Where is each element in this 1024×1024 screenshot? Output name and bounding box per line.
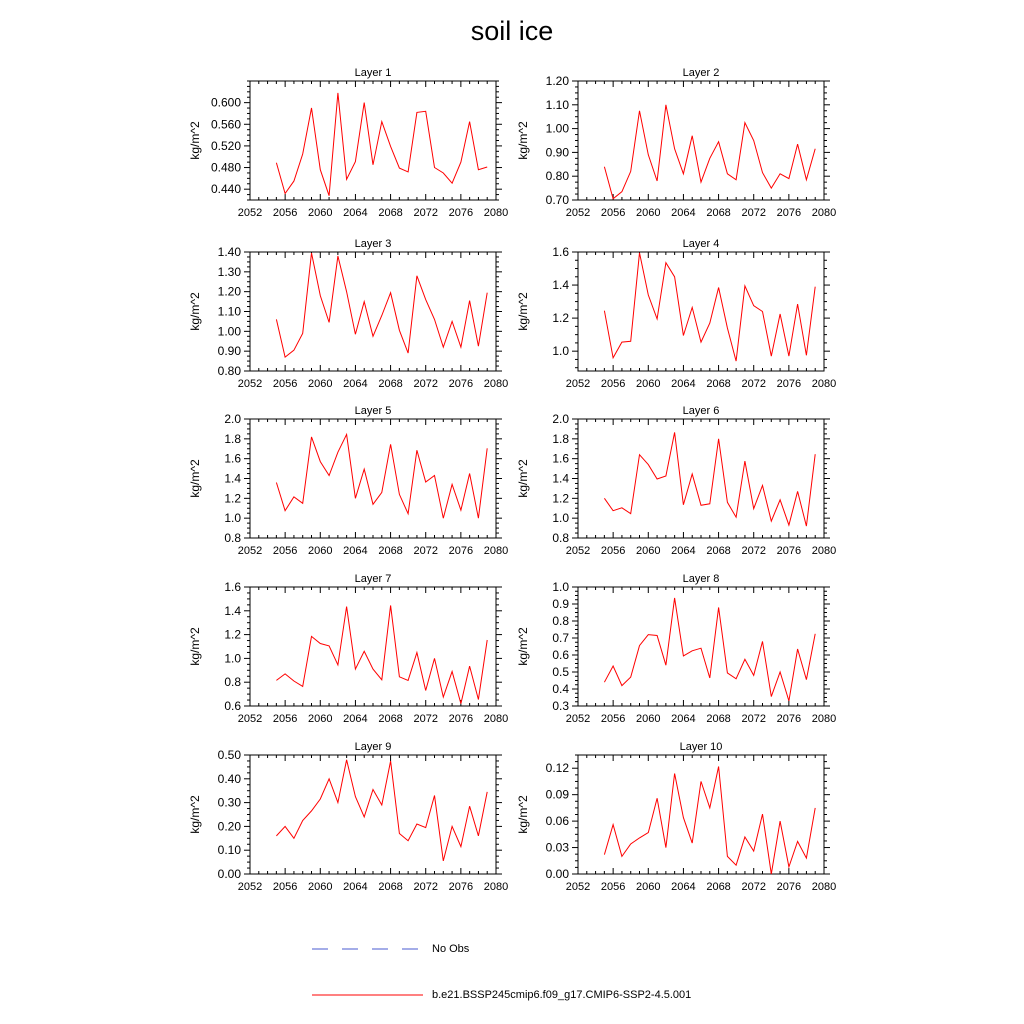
- legend-label-no-obs: No Obs: [432, 943, 470, 955]
- y-tick-label: 0.90: [217, 344, 241, 359]
- x-tick-label: 2052: [237, 378, 263, 390]
- y-tick-label: 1.6: [552, 451, 569, 466]
- y-tick-label: 0.4: [552, 682, 569, 696]
- x-tick-label: 2060: [308, 207, 333, 219]
- x-tick-label: 2052: [565, 378, 591, 390]
- y-tick-label: 1.10: [545, 97, 569, 112]
- x-tick-label: 2076: [448, 881, 474, 893]
- panel-title: Layer 7: [354, 573, 392, 585]
- y-tick-label: 2.0: [552, 412, 569, 426]
- y-tick-label: 1.6: [224, 451, 241, 466]
- x-tick-label: 2064: [343, 881, 368, 893]
- y-axis-label: kg/m^2: [516, 292, 530, 331]
- y-tick-label: 1.0: [552, 511, 569, 526]
- panel-layer-3: [188, 238, 508, 390]
- x-tick-label: 2080: [483, 545, 509, 557]
- x-tick-label: 2060: [636, 881, 661, 893]
- y-tick-label: 0.9: [552, 597, 569, 611]
- x-tick-label: 2076: [448, 207, 474, 219]
- x-tick-label: 2064: [671, 881, 696, 893]
- plot-frame: [250, 419, 496, 538]
- series-line: [276, 434, 487, 518]
- y-tick-label: 1.8: [224, 431, 241, 446]
- y-axis-label: kg/m^2: [188, 795, 202, 834]
- y-tick-label: 1.00: [217, 324, 241, 339]
- legend-marker-no-obs: [310, 944, 425, 954]
- y-tick-label: 0.80: [545, 169, 569, 184]
- x-tick-label: 2064: [343, 545, 368, 557]
- y-tick-label: 1.6: [224, 580, 241, 594]
- y-tick-label: 1.20: [217, 284, 241, 299]
- y-tick-label: 0.70: [545, 193, 569, 207]
- x-tick-label: 2072: [741, 378, 766, 390]
- x-tick-label: 2060: [636, 545, 661, 557]
- y-axis-label: kg/m^2: [188, 292, 202, 331]
- plot-frame: [250, 252, 496, 371]
- x-tick-label: 2080: [811, 207, 837, 219]
- x-tick-label: 2052: [237, 713, 263, 725]
- y-tick-label: 0.8: [552, 614, 569, 628]
- y-tick-label: 0.50: [217, 748, 241, 762]
- y-tick-label: 0.10: [217, 843, 241, 858]
- y-tick-label: 1.10: [217, 304, 241, 319]
- panel-layer-7: [188, 573, 508, 725]
- y-tick-label: 0.480: [210, 160, 241, 175]
- x-tick-label: 2056: [600, 881, 626, 893]
- y-tick-label: 0.8: [224, 531, 241, 545]
- x-tick-label: 2080: [483, 713, 509, 725]
- x-tick-label: 2052: [565, 545, 591, 557]
- y-tick-label: 1.4: [552, 471, 569, 486]
- plot-frame: [250, 587, 496, 706]
- panel-layer-10: [516, 741, 836, 893]
- x-tick-label: 2052: [237, 881, 263, 893]
- panel-title: Layer 8: [682, 573, 720, 585]
- y-tick-label: 0.560: [210, 117, 241, 132]
- panel-layer-6: [516, 405, 836, 557]
- x-tick-label: 2064: [343, 713, 368, 725]
- x-tick-label: 2056: [272, 713, 298, 725]
- x-tick-label: 2060: [308, 881, 333, 893]
- x-tick-label: 2064: [671, 207, 696, 219]
- y-tick-label: 2.0: [224, 412, 241, 426]
- y-axis-label: kg/m^2: [516, 121, 530, 160]
- y-tick-label: 1.2: [224, 627, 241, 642]
- x-tick-label: 2056: [272, 545, 298, 557]
- series-line: [604, 253, 815, 361]
- y-tick-label: 1.30: [217, 264, 241, 279]
- x-tick-label: 2064: [671, 545, 696, 557]
- x-tick-label: 2056: [272, 378, 298, 390]
- y-axis-label: kg/m^2: [516, 459, 530, 498]
- x-tick-label: 2060: [308, 545, 333, 557]
- panel-title: Layer 5: [354, 405, 392, 417]
- y-tick-label: 0.7: [552, 631, 569, 645]
- y-tick-label: 1.6: [552, 245, 569, 259]
- y-tick-label: 1.2: [552, 491, 569, 506]
- y-tick-label: 1.0: [552, 344, 569, 359]
- y-tick-label: 0.00: [217, 867, 241, 881]
- panel-title: Layer 1: [354, 67, 392, 79]
- y-tick-label: 0.8: [224, 675, 241, 690]
- x-tick-label: 2068: [378, 545, 403, 557]
- y-tick-label: 0.440: [210, 182, 241, 197]
- x-tick-label: 2068: [706, 207, 731, 219]
- y-axis-label: kg/m^2: [516, 795, 530, 834]
- panel-layer-8: [516, 573, 836, 725]
- y-tick-label: 0.20: [217, 819, 241, 834]
- y-tick-label: 1.2: [224, 491, 241, 506]
- x-tick-label: 2076: [448, 713, 474, 725]
- x-tick-label: 2068: [378, 378, 403, 390]
- panel-title: Layer 3: [354, 238, 392, 250]
- y-tick-label: 0.6: [224, 699, 241, 713]
- series-line: [604, 767, 815, 875]
- x-tick-label: 2068: [706, 545, 731, 557]
- y-tick-label: 1.40: [217, 245, 241, 259]
- x-tick-label: 2056: [600, 545, 626, 557]
- x-tick-label: 2056: [272, 207, 298, 219]
- x-tick-label: 2072: [413, 713, 438, 725]
- panel-title: Layer 6: [682, 405, 720, 417]
- x-tick-label: 2060: [636, 713, 661, 725]
- x-tick-label: 2080: [483, 207, 509, 219]
- x-tick-label: 2072: [413, 545, 438, 557]
- y-tick-label: 0.3: [552, 699, 569, 713]
- x-tick-label: 2076: [776, 713, 802, 725]
- y-tick-label: 0.520: [210, 138, 241, 153]
- y-tick-label: 1.0: [224, 511, 241, 526]
- x-tick-label: 2080: [483, 881, 509, 893]
- panel-layer-1: [188, 67, 508, 219]
- figure-title: soil ice: [470, 16, 554, 46]
- x-tick-label: 2080: [811, 378, 837, 390]
- x-tick-label: 2052: [237, 207, 263, 219]
- series-line: [604, 105, 815, 199]
- series-line: [604, 432, 815, 526]
- y-tick-label: 0.03: [545, 840, 569, 855]
- x-tick-label: 2072: [741, 545, 766, 557]
- x-tick-label: 2056: [272, 881, 298, 893]
- y-tick-label: 1.0: [552, 580, 569, 594]
- legend-marker-model-run: [310, 990, 425, 1000]
- y-tick-label: 0.40: [217, 771, 241, 786]
- y-tick-label: 0.09: [545, 787, 569, 802]
- x-tick-label: 2076: [448, 545, 474, 557]
- x-tick-label: 2056: [600, 207, 626, 219]
- x-tick-label: 2072: [413, 881, 438, 893]
- panel-layer-4: [516, 238, 836, 390]
- y-axis-label: kg/m^2: [188, 121, 202, 160]
- panel-title: Layer 4: [682, 238, 720, 250]
- y-tick-label: 0.600: [210, 95, 241, 110]
- series-line: [276, 253, 487, 357]
- x-tick-label: 2068: [378, 881, 403, 893]
- y-tick-label: 1.4: [224, 471, 241, 486]
- x-tick-label: 2052: [237, 545, 263, 557]
- y-tick-label: 0.8: [552, 531, 569, 545]
- y-tick-label: 0.00: [545, 867, 569, 881]
- x-tick-label: 2068: [706, 881, 731, 893]
- plot-frame: [578, 587, 824, 706]
- y-tick-label: 1.4: [552, 278, 569, 293]
- series-line: [604, 598, 815, 701]
- x-tick-label: 2060: [636, 378, 661, 390]
- x-tick-label: 2064: [343, 378, 368, 390]
- x-tick-label: 2068: [706, 378, 731, 390]
- x-tick-label: 2076: [448, 378, 474, 390]
- x-tick-label: 2052: [565, 207, 591, 219]
- x-tick-label: 2080: [811, 881, 837, 893]
- series-line: [276, 93, 487, 196]
- x-tick-label: 2056: [600, 713, 626, 725]
- series-line: [276, 605, 487, 703]
- y-axis-label: kg/m^2: [516, 627, 530, 666]
- series-line: [276, 760, 487, 861]
- panel-title: Layer 10: [679, 741, 723, 753]
- x-tick-label: 2080: [811, 713, 837, 725]
- x-tick-label: 2072: [741, 713, 766, 725]
- y-tick-label: 1.00: [545, 121, 569, 136]
- y-axis-label: kg/m^2: [188, 627, 202, 666]
- x-tick-label: 2064: [671, 713, 696, 725]
- x-tick-label: 2072: [413, 378, 438, 390]
- x-tick-label: 2052: [565, 881, 591, 893]
- x-tick-label: 2068: [378, 207, 403, 219]
- plot-frame: [250, 755, 496, 874]
- y-tick-label: 1.8: [552, 431, 569, 446]
- x-tick-label: 2060: [636, 207, 661, 219]
- x-tick-label: 2060: [308, 378, 333, 390]
- panel-title: Layer 2: [682, 67, 720, 79]
- y-tick-label: 1.2: [552, 311, 569, 326]
- x-tick-label: 2060: [308, 713, 333, 725]
- panel-layer-2: [516, 67, 836, 219]
- x-tick-label: 2068: [378, 713, 403, 725]
- y-tick-label: 1.4: [224, 603, 241, 618]
- x-tick-label: 2076: [776, 881, 802, 893]
- x-tick-label: 2072: [413, 207, 438, 219]
- y-tick-label: 0.90: [545, 145, 569, 160]
- x-tick-label: 2052: [565, 713, 591, 725]
- x-tick-label: 2056: [600, 378, 626, 390]
- y-tick-label: 0.6: [552, 648, 569, 662]
- legend-label-model-run: b.e21.BSSP245cmip6.f09_g17.CMIP6-SSP2-4.5.001: [432, 989, 692, 1001]
- x-tick-label: 2080: [483, 378, 509, 390]
- plot-frame: [250, 81, 496, 200]
- y-tick-label: 0.06: [545, 814, 569, 829]
- plot-frame: [578, 252, 824, 371]
- y-tick-label: 0.80: [217, 364, 241, 378]
- x-tick-label: 2064: [343, 207, 368, 219]
- panel-layer-5: [188, 405, 508, 557]
- y-tick-label: 1.20: [545, 74, 569, 88]
- panel-title: Layer 9: [354, 741, 392, 753]
- x-tick-label: 2076: [776, 545, 802, 557]
- y-tick-label: 0.5: [552, 665, 569, 679]
- y-axis-label: kg/m^2: [188, 459, 202, 498]
- y-tick-label: 0.30: [217, 795, 241, 810]
- x-tick-label: 2064: [671, 378, 696, 390]
- panel-layer-9: [188, 741, 508, 893]
- x-tick-label: 2068: [706, 713, 731, 725]
- x-tick-label: 2072: [741, 881, 766, 893]
- y-tick-label: 1.0: [224, 651, 241, 666]
- x-tick-label: 2076: [776, 378, 802, 390]
- y-tick-label: 0.12: [545, 761, 569, 776]
- x-tick-label: 2076: [776, 207, 802, 219]
- x-tick-label: 2072: [741, 207, 766, 219]
- x-tick-label: 2080: [811, 545, 837, 557]
